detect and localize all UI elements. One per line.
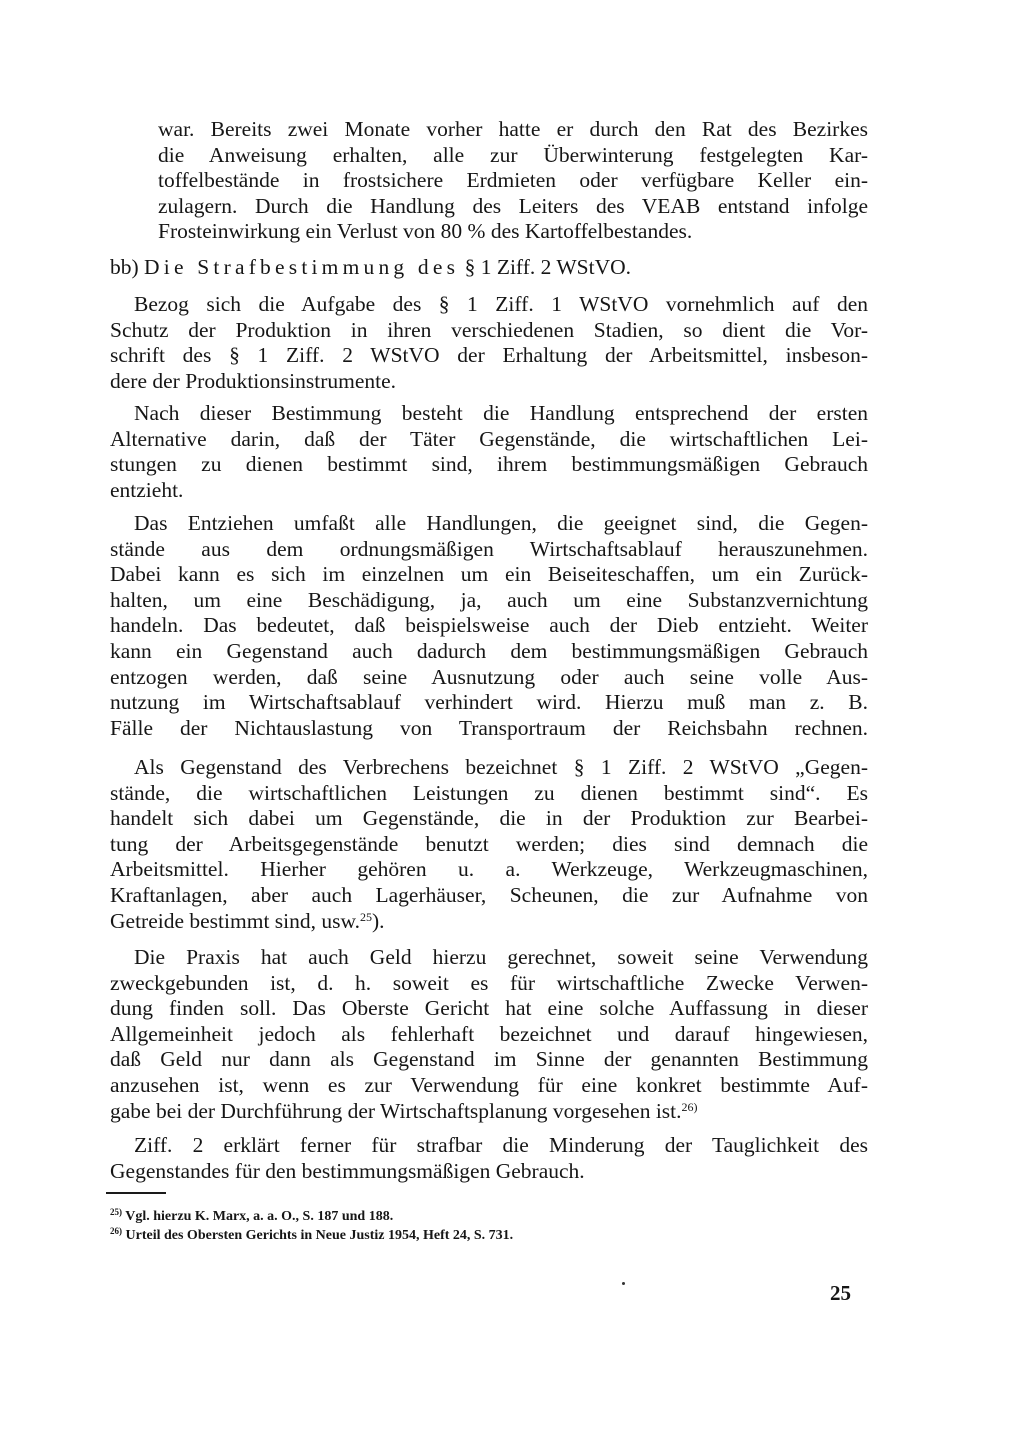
paragraph-6 [110, 945, 868, 1124]
text-line: Arbeitsmittel. Hierher gehören u. a. Werkzeuge, Werkzeugmaschinen, [110, 857, 868, 882]
footnote-text: Vgl. hierzu K. Marx, a. a. O., S. 187 und 188. [125, 1209, 394, 1224]
text-line: Als Gegenstand des Verbrechens bezeichnet § 1 Ziff. 2 WStVO „Gegen- [134, 755, 868, 779]
text-line: tung der Arbeitsgegenstände benutzt werden; dies sind demnach die [110, 831, 868, 856]
text-line: stungen zu dienen bestimmt sind, ihrem bestimmungsmäßigen Gebrauch [110, 452, 868, 477]
text-line: Die Praxis hat auch Geld hierzu gerechnet, soweit seine Verwendung [134, 945, 868, 969]
text-line: halten, um eine Beschädigung, ja, auch um eine Substanzvernichtung [110, 587, 868, 612]
footnote-mark: 26) [110, 1226, 122, 1236]
footnote-25 [110, 1208, 393, 1226]
text-line: dung finden soll. Das Oberste Gericht hat eine solche Auffassung in dieser [110, 996, 868, 1021]
text-line [110, 1099, 868, 1125]
text-line: Gegenstandes für den bestimmungsmäßigen Gebrauch. [110, 1158, 585, 1183]
text-line: entzogen werden, daß seine Ausnutzung oder auch seine volle Aus- [110, 664, 868, 689]
text-line: kann ein Gegenstand auch dadurch dem bestimmungsmäßigen Gebrauch [110, 638, 868, 663]
text-line: stände aus dem ordnungsmäßigen Wirtschaftsablauf herauszunehmen. [110, 536, 868, 561]
text-line: war. Bereits zwei Monate vorher hatte er durch den Rat des Bezirkes [158, 117, 868, 141]
text-line: dere der Produktionsinstrumente. [110, 368, 397, 393]
text-line: Nach dieser Bestimmung besteht die Handlung entsprechend der ersten [134, 401, 868, 425]
text-line: Allgemeinheit jedoch als fehlerhaft bezeichnet und darauf hingewiesen, [110, 1021, 868, 1046]
paragraph-7 [110, 1133, 868, 1184]
page-number: 25 [830, 1281, 851, 1305]
footnote-text: Urteil des Obersten Gerichts in Neue Justiz 1954, Heft 24, S. 731. [125, 1228, 514, 1243]
footnote-ref-25: 25 [360, 909, 373, 924]
text-line: zulagern. Durch die Handlung des Leiters des VEAB entstand infolge [158, 193, 868, 218]
text-line: Frosteinwirkung ein Verlust von 80 % des Kartoffelbestandes. [158, 219, 693, 244]
text-line: Kraftanlagen, aber auch Lagerhäuser, Scheunen, die zur Aufnahme von [110, 882, 868, 907]
text-line: schrift des § 1 Ziff. 2 WStVO der Erhaltung der Arbeitsmittel, insbeson- [110, 343, 868, 368]
text-line: Bezog sich die Aufgabe des § 1 Ziff. 1 WStVO vornehmlich auf den [134, 292, 868, 316]
text-line: zweckgebunden ist, d. h. soweit es für wirtschaftliche Zwecke Verwen- [110, 970, 868, 995]
paragraph-2 [110, 292, 868, 394]
footnote-ref-26: 26) [681, 1099, 698, 1114]
text-line: Alternative darin, daß der Täter Gegenstände, die wirtschaftlichen Lei- [110, 426, 868, 451]
text-line: Dabei kann es sich im einzelnen um ein Beiseiteschaffen, um ein Zurück- [110, 562, 868, 587]
text-line: handeln. Das bedeutet, daß beispielsweise auch der Dieb entzieht. Weiter [110, 613, 868, 638]
text-line: entzieht. [110, 477, 184, 502]
text-line-content: gabe bei der Durchführung der Wirtschaftsplanung vorgesehen ist. [110, 1098, 682, 1123]
heading-spaced: Die Strafbestimmung des [144, 255, 460, 279]
print-speck [622, 1282, 625, 1285]
text-line: handelt sich dabei um Gegenstände, die in der Produktion zur Bearbei- [110, 806, 868, 831]
text-line: Schutz der Produktion in ihren verschiedenen Stadien, so dient die Vor- [110, 317, 868, 342]
paragraph-1 [110, 117, 868, 245]
heading-rest: § 1 Ziff. 2 WStVO. [464, 255, 632, 279]
section-heading [110, 254, 631, 280]
footnote-separator [106, 1192, 166, 1194]
text-line: anzusehen ist, wenn es zur Verwendung für eine konkret bestimmte Auf- [110, 1072, 868, 1097]
text-line: stände, die wirtschaftlichen Leistungen zu dienen bestimmt sind“. Es [110, 780, 868, 805]
paragraph-3 [110, 401, 868, 503]
text-line: toffelbestände in frostsichere Erdmieten oder verfügbare Keller ein- [158, 168, 868, 193]
text-line: Fälle der Nichtauslastung von Transportraum der Reichsbahn rechnen. [110, 715, 868, 740]
text-line: Das Entziehen umfaßt alle Handlungen, die geeignet sind, die Gegen- [134, 511, 868, 535]
text-line [110, 909, 868, 935]
text-line: die Anweisung erhalten, alle zur Überwinterung festgelegten Kar- [158, 142, 868, 167]
paragraph-5 [110, 755, 868, 934]
text-line: Ziff. 2 erklärt ferner für strafbar die Minderung der Tauglichkeit des [134, 1133, 868, 1157]
heading-prefix: bb) [110, 255, 139, 279]
text-line: nutzung im Wirtschaftsablauf verhindert wird. Hierzu muß man z. B. [110, 690, 868, 715]
paragraph-4 [110, 511, 868, 741]
text-line: daß Geld nur dann als Gegenstand im Sinne der genannten Bestimmung [110, 1047, 868, 1072]
text-line-content: Getreide bestimmt sind, usw. [110, 908, 361, 933]
text-line-end: ). [372, 908, 385, 933]
footnote-26 [110, 1227, 513, 1245]
footnote-mark: 25) [110, 1207, 122, 1217]
